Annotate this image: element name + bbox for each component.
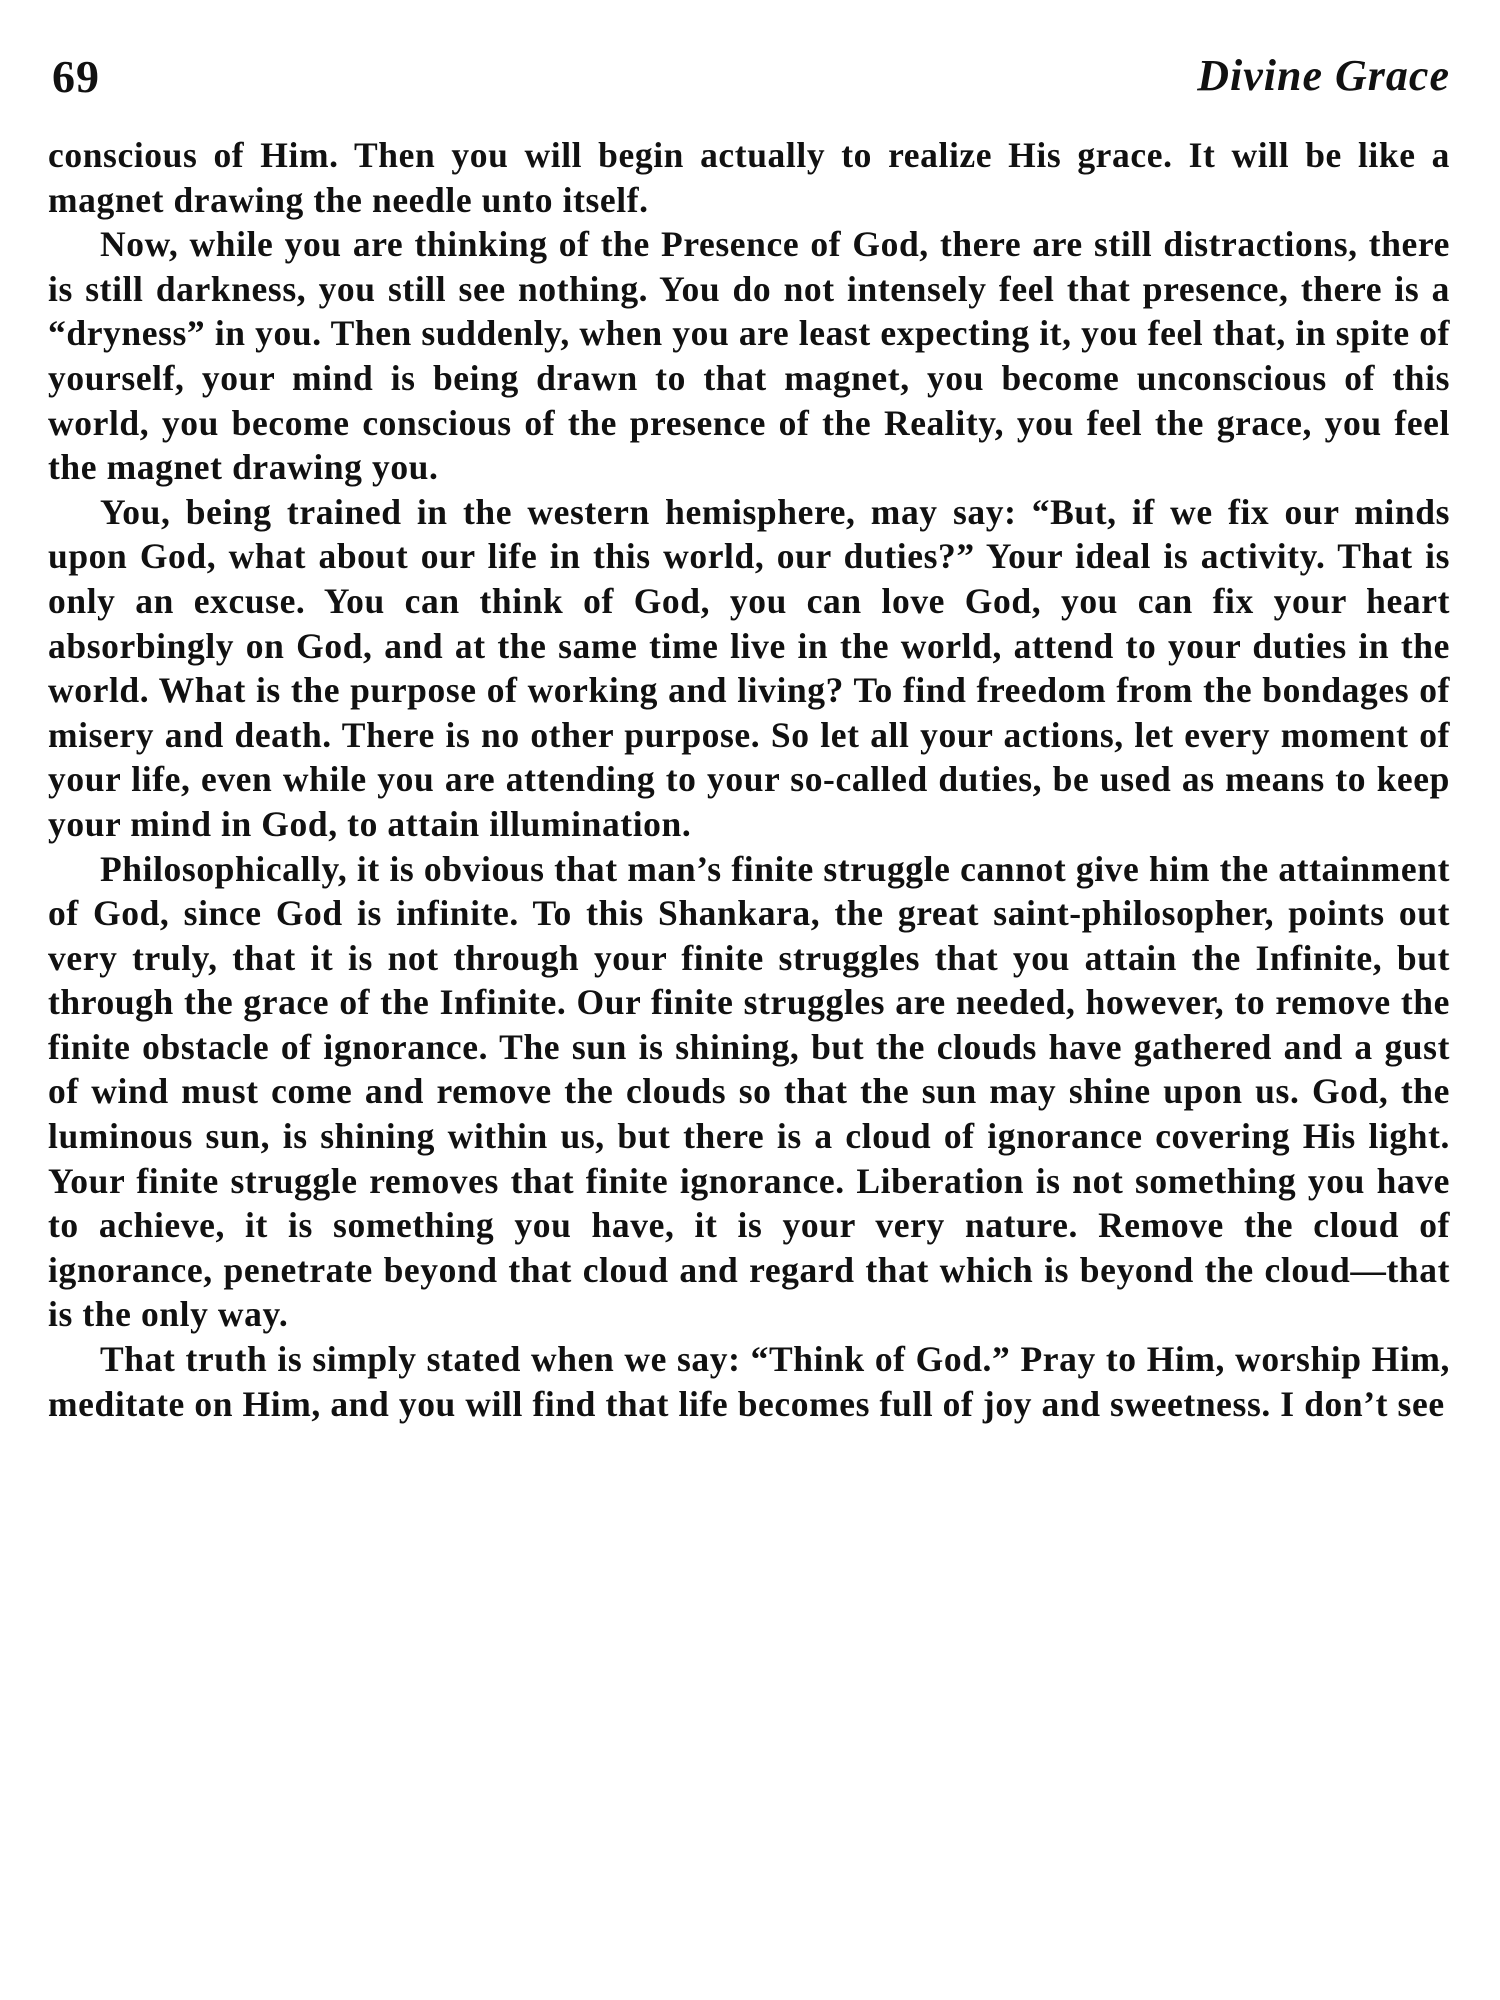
paragraph-3: You, being trained in the western hemisphere, may say: “But, if we fix our minds upon God, what about our life in this world, our duties?” Your ideal is activity. That is only an excuse. You can think of God, you can love God, you can fix your heart absorbingly on God, and at the same time live in the world, attend to your duties in the world. What is the purpose of working and living? To find freedom from the bondages of misery and death. There is no other purpose. So let all your actions, let every moment of your life, even while you are attending to your so-called duties, be used as means to keep your mind in God, to attain illumination. bbox=[48, 491, 1450, 844]
page-header bbox=[52, 50, 1450, 120]
page-number: 69 bbox=[52, 51, 100, 102]
paragraph-4: Philosophically, it is obvious that man’s finite struggle cannot give him the attainment of God, since God is infinite. To this Shankara, the great saint-philosopher, points out very truly, that it is not through your finite struggles that you attain the Infinite, but through the grace of the Infinite. Our finite struggles are needed, however, to remove the finite obstacle of ignorance. The sun is shining, but the clouds have gathered and a gust of wind must come and remove the clouds so that the sun may shine upon us. God, the luminous sun, is shining within us, but there is a cloud of ignorance covering His light. Your finite struggle removes that finite ignorance. Liberation is not something you have to achieve, it is something you have, it is your very nature. Remove the cloud of ignorance, penetrate beyond that cloud and regard that which is beyond the cloud—that is the only way. bbox=[48, 848, 1450, 1335]
paragraph-5: That truth is simply stated when we say: “Think of God.” Pray to Him, worship Him, meditate on Him, and you will find that life becomes full of joy and sweetness. I don’t see bbox=[48, 1339, 1450, 1424]
paragraph-1: conscious of Him. Then you will begin actually to realize His grace. It will be like a magnet drawing the needle unto itself. bbox=[48, 135, 1450, 220]
paragraph-2: Now, while you are thinking of the Presence of God, there are still distractions, there is still darkness, you still see nothing. You do not intensely feel that presence, there is a “dryness” in you. Then suddenly, when you are least expecting it, you feel that, in spite of yourself, your mind is being drawn to that magnet, you become unconscious of this world, you become conscious of the presence of the Reality, you feel the grace, you feel the magnet drawing you. bbox=[48, 224, 1450, 488]
body-text bbox=[48, 133, 1450, 1426]
running-title: Divine Grace bbox=[1197, 51, 1450, 100]
